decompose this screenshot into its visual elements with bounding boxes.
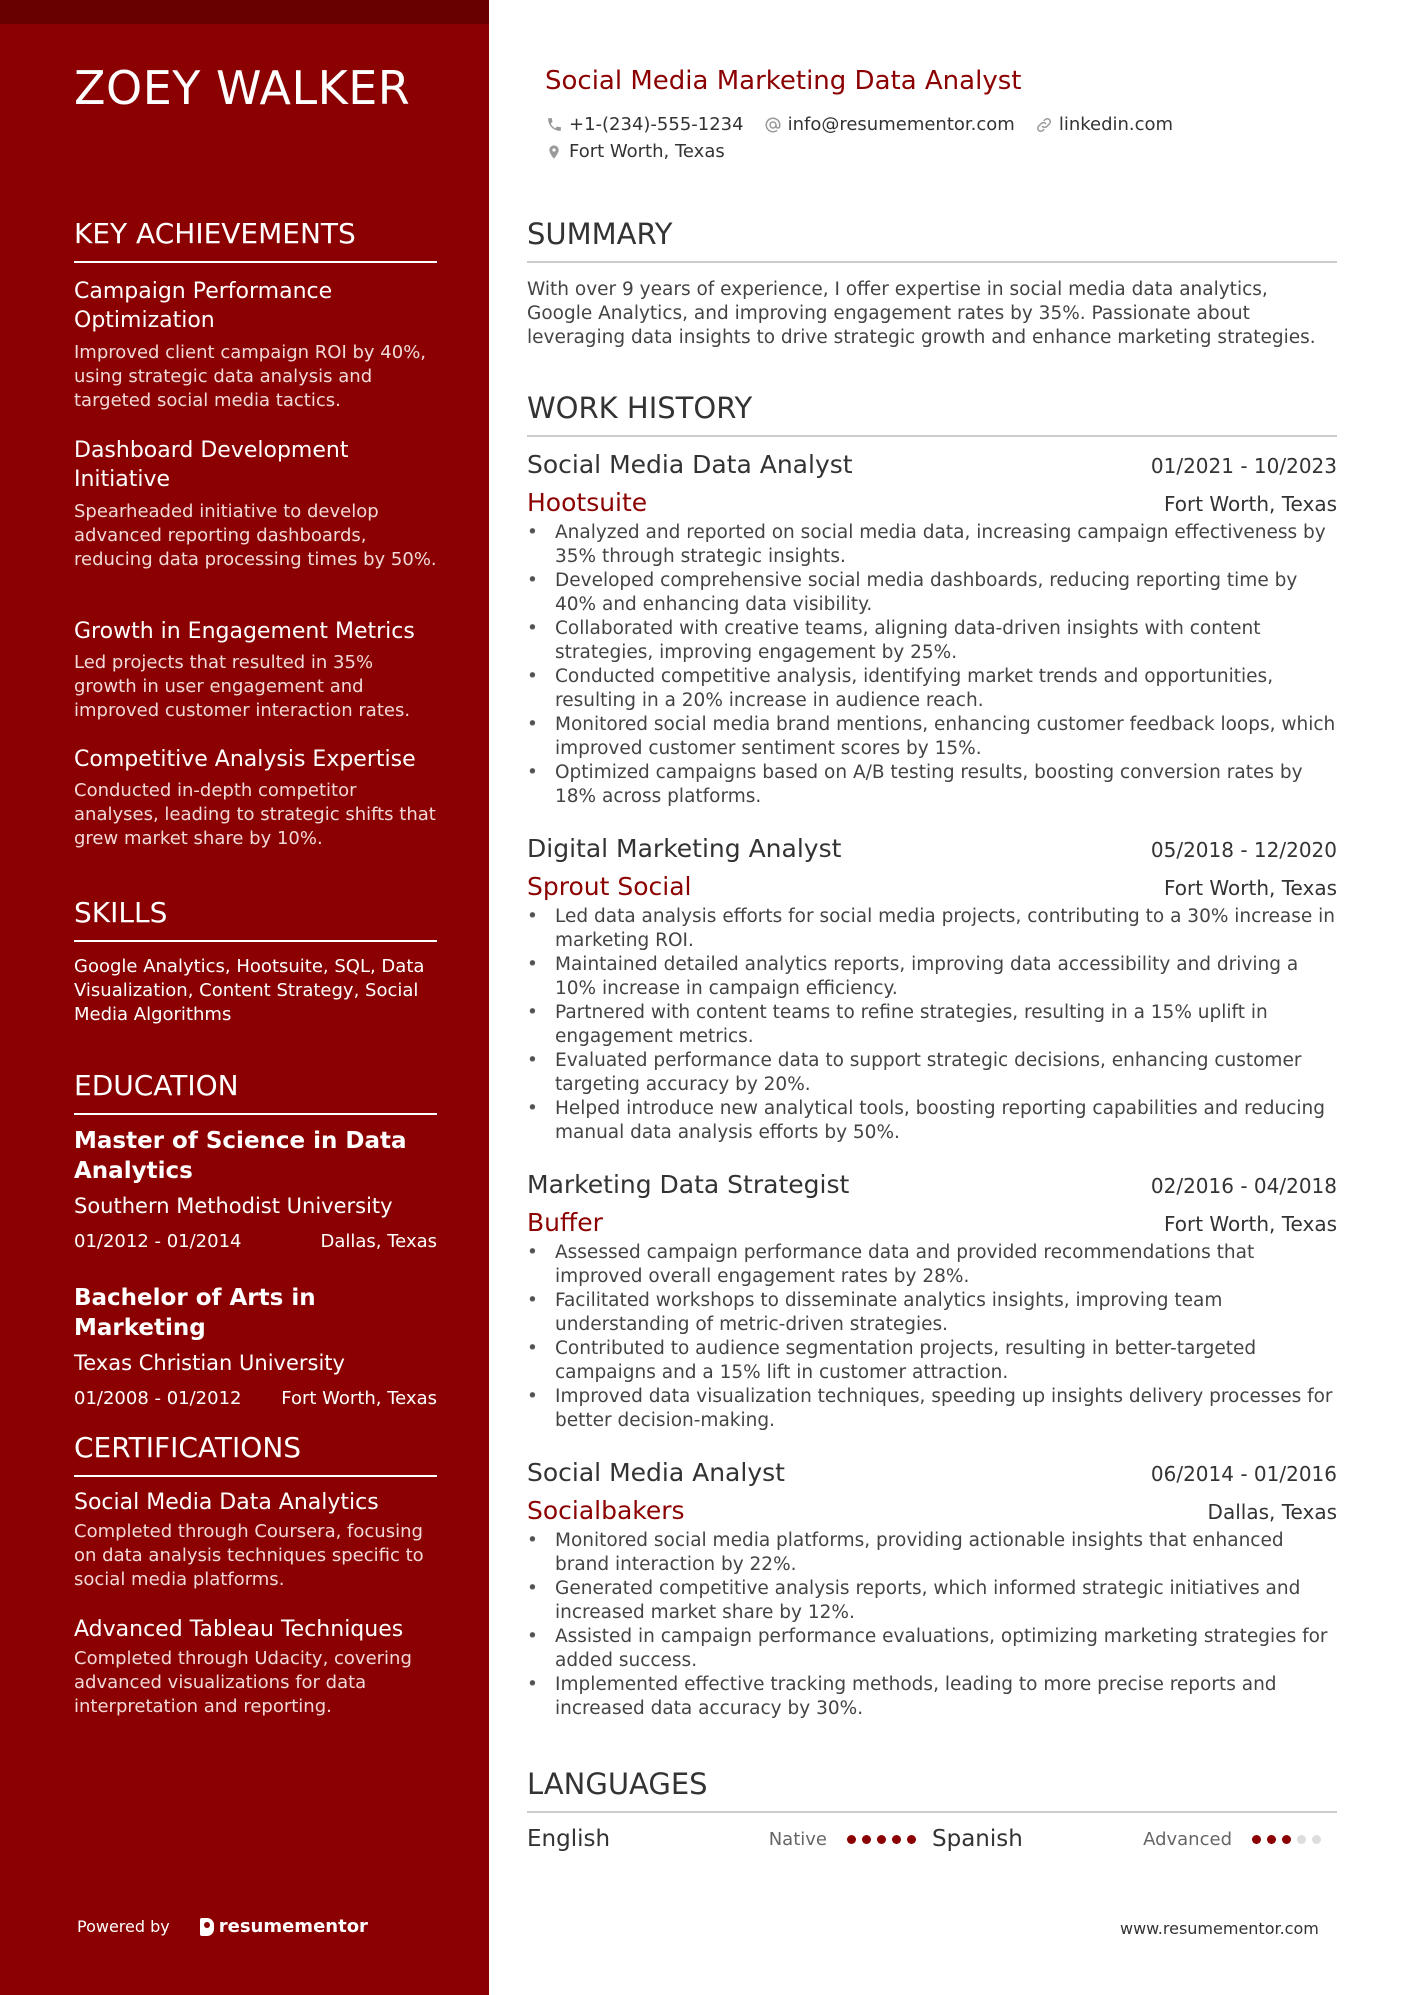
contact-location [545,138,725,165]
contact-email-text: info@resumementor.com [787,114,1015,135]
job-entry [527,832,1337,1145]
language-level: Advanced [1143,1828,1232,1850]
job-role: Digital Marketing Analyst [527,834,842,863]
contact-info [545,111,1325,165]
website-link[interactable]: www.resumementor.com [1120,1919,1319,1938]
skills-text: Google Analytics, Hootsuite, SQL, Data Visualization, Content Strategy, Social Media Algorithms [74,956,425,1025]
rating-dot-filled [1267,1835,1276,1844]
achievement-item [74,277,437,413]
powered-by-label: Powered by [77,1917,170,1936]
job-bullet: • Implemented effective tracking methods, leading to more precise reports and increased data accuracy by 30%. [527,1673,1337,1721]
certifications-heading: CERTIFICATIONS [74,1430,437,1477]
summary-text: With over 9 years of experience, I offer expertise in social media data analytics, Google Analytics, and improving engagement rates by 35%. Passionate about leveraging data insights to drive strategic growth and enhance marketing strategies. [527,279,1316,348]
job-bullet: • Monitored social media platforms, providing actionable insights that enhanced brand interaction by 22%. [527,1529,1337,1577]
rating-dot-filled [1282,1835,1291,1844]
job-bullet: • Contributed to audience segmentation projects, resulting in better-targeted campaigns and a 15% lift in customer attraction. [527,1337,1337,1385]
education-location: Fort Worth, Texas [281,1388,437,1409]
job-entry [527,448,1337,809]
language-name: Spanish [932,1826,1023,1852]
achievement-desc: Spearheaded initiative to develop advanced reporting dashboards, reducing data processing times by 50%. [74,501,437,570]
language-level: Native [768,1828,827,1850]
achievement-title: Growth in Engagement Metrics [74,619,415,644]
job-dates: 05/2018 - 12/2020 [1150,838,1337,862]
candidate-name: ZOEY WALKER [74,61,411,115]
phone-icon [545,116,563,134]
job-bullet: • Developed comprehensive social media dashboards, reducing reporting time by 40% and enhancing data visibility. [527,569,1337,617]
achievement-desc: Improved client campaign ROI by 40%, using strategic data analysis and targeted social media tactics. [74,342,427,411]
job-dates: 06/2014 - 01/2016 [1150,1462,1337,1486]
job-bullets [527,521,1337,809]
education-heading: EDUCATION [74,1068,437,1115]
work-history-heading: WORK HISTORY [527,390,1337,437]
headline: Social Media Marketing Data Analyst [545,66,1022,96]
rating-dot-filled [1252,1835,1261,1844]
job-bullet: • Maintained detailed analytics reports, improving data accessibility and driving a 10% increase in campaign efficiency. [527,953,1337,1001]
job-location: Fort Worth, Texas [1163,876,1337,900]
rating-dot-empty [1297,1835,1306,1844]
rating-dot-filled [847,1835,856,1844]
skills-heading: SKILLS [74,895,437,942]
job-dates: 01/2021 - 10/2023 [1150,454,1337,478]
summary-heading: SUMMARY [527,216,1337,263]
certification-title: Advanced Tableau Techniques [74,1617,404,1642]
certification-desc: Completed through Udacity, covering advanced visualizations for data interpretation and reporting. [74,1648,412,1717]
at-icon [764,116,782,134]
contact-phone[interactable] [545,111,744,138]
education-location: Dallas, Texas [320,1231,437,1252]
education-dates: 01/2012 - 01/2014 [74,1231,242,1252]
language-rating [1252,1835,1327,1844]
brand-logo[interactable] [200,1916,368,1937]
achievements-heading: KEY ACHIEVEMENTS [74,216,437,263]
language-name: English [527,1826,611,1852]
rating-dot-empty [1312,1835,1321,1844]
sidebar [0,0,489,1995]
languages-row [527,1826,1337,1852]
job-location: Fort Worth, Texas [1163,1212,1337,1236]
job-role: Social Media Analyst [527,1458,785,1487]
rating-dot-filled [907,1835,916,1844]
job-dates: 02/2016 - 04/2018 [1150,1174,1337,1198]
achievement-title: Campaign Performance Optimization [74,279,333,333]
job-bullets [527,905,1337,1145]
contact-email[interactable] [764,111,1015,138]
job-bullet: • Conducted competitive analysis, identifying market trends and opportunities, resulting in a 20% increase in audience reach. [527,665,1337,713]
contact-linkedin[interactable] [1035,111,1173,138]
job-location: Fort Worth, Texas [1163,492,1337,516]
contact-location-text: Fort Worth, Texas [569,141,725,162]
location-pin-icon [545,143,563,161]
certification-item [74,1615,437,1719]
job-bullet: • Assessed campaign performance data and provided recommendations that improved overall engagement rates by 28%. [527,1241,1337,1289]
brand-name: resumementor [218,1916,368,1937]
job-company: Socialbakers [527,1496,685,1525]
job-bullet: • Optimized campaigns based on A/B testing results, boosting conversion rates by 18% across platforms. [527,761,1337,809]
job-bullet: • Assisted in campaign performance evaluations, optimizing marketing strategies for added success. [527,1625,1337,1673]
job-company: Sprout Social [527,872,692,901]
achievement-item [74,617,437,723]
achievement-item [74,436,437,572]
achievement-item [74,745,437,851]
job-bullets [527,1529,1337,1721]
certification-title: Social Media Data Analytics [74,1490,379,1515]
rating-dot-filled [862,1835,871,1844]
sidebar-top-strip [0,0,489,24]
rating-dot-filled [877,1835,886,1844]
education-dates: 01/2008 - 01/2012 [74,1388,242,1409]
contact-linkedin-text: linkedin.com [1058,114,1174,135]
contact-phone-text: +1-(234)-555-1234 [569,114,744,135]
job-bullet: • Analyzed and reported on social media data, increasing campaign effectiveness by 35% through strategic insights. [527,521,1337,569]
job-bullet: • Partnered with content teams to refine strategies, resulting in a 15% uplift in engagement metrics. [527,1001,1337,1049]
link-icon [1035,116,1053,134]
achievement-desc: Conducted in-depth competitor analyses, leading to strategic shifts that grew market share by 10%. [74,780,436,849]
job-role: Marketing Data Strategist [527,1170,850,1199]
job-bullet: • Helped introduce new analytical tools, boosting reporting capabilities and reducing manual data analysis efforts by 50%. [527,1097,1337,1145]
education-item [74,1126,437,1254]
achievement-desc: Led projects that resulted in 35% growth in user engagement and improved customer interaction rates. [74,652,411,721]
education-degree: Master of Science in Data Analytics [74,1128,407,1184]
job-company: Hootsuite [527,488,648,517]
certification-desc: Completed through Coursera, focusing on data analysis techniques specific to social media platforms. [74,1521,424,1590]
job-company: Buffer [527,1208,603,1237]
achievement-title: Competitive Analysis Expertise [74,747,416,772]
job-entry [527,1456,1337,1721]
job-bullet: • Generated competitive analysis reports, which informed strategic initiatives and increased market share by 12%. [527,1577,1337,1625]
education-school: Southern Methodist University [74,1194,393,1218]
education-item [74,1283,437,1411]
education-school: Texas Christian University [74,1351,345,1375]
job-bullet: • Evaluated performance data to support strategic decisions, enhancing customer targeting accuracy by 20%. [527,1049,1337,1097]
certification-item [74,1488,437,1592]
job-bullets [527,1241,1337,1433]
languages-heading: LANGUAGES [527,1766,1337,1813]
job-bullet: • Improved data visualization techniques, speeding up insights delivery processes for better decision-making. [527,1385,1337,1433]
language-item [527,1826,932,1852]
achievement-title: Dashboard Development Initiative [74,438,349,492]
rating-dot-filled [892,1835,901,1844]
education-degree: Bachelor of Arts in Marketing [74,1285,316,1341]
job-role: Social Media Data Analyst [527,450,853,479]
job-entry [527,1168,1337,1433]
language-item [932,1826,1337,1852]
powered-by [77,1916,368,1937]
job-location: Dallas, Texas [1207,1500,1337,1524]
brand-logo-icon [200,1918,214,1936]
job-bullet: • Facilitated workshops to disseminate analytics insights, improving team understanding of metric-driven strategies. [527,1289,1337,1337]
job-bullet: • Led data analysis efforts for social media projects, contributing to a 30% increase in marketing ROI. [527,905,1337,953]
language-rating [847,1835,922,1844]
job-bullet: • Monitored social media brand mentions, enhancing customer feedback loops, which improved customer sentiment scores by 15%. [527,713,1337,761]
job-bullet: • Collaborated with creative teams, aligning data-driven insights with content strategies, improving engagement by 25%. [527,617,1337,665]
